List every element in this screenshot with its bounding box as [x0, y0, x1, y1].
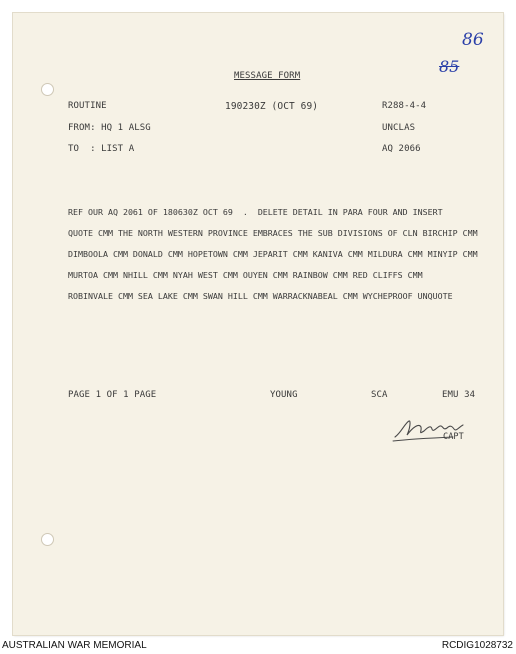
- date-time-group: 190230Z (OCT 69): [225, 101, 319, 112]
- classification-field: UNCLAS: [382, 123, 416, 133]
- message-body-line: DIMBOOLA CMM DONALD CMM HOPETOWN CMM JEPARIT CMM KANIVA CMM MILDURA CMM MINYIP CMM: [68, 249, 478, 259]
- signature-rank: CAPT: [443, 432, 464, 442]
- form-title: MESSAGE FORM: [234, 71, 301, 81]
- message-body-line: MURTOA CMM NHILL CMM NYAH WEST CMM OUYEN CMM RAINBOW CMM RED CLIFFS CMM: [68, 270, 423, 280]
- message-body-line: QUOTE CMM THE NORTH WESTERN PROVINCE EMBRACES THE SUB DIVISIONS OF CLN BIRCHIP CMM: [68, 228, 478, 238]
- originator-name: YOUNG: [270, 390, 298, 400]
- handwritten-struck-page-number: 85: [439, 57, 460, 76]
- originator-appointment: SCA: [371, 390, 388, 400]
- message-body-line: ROBINVALE CMM SEA LAKE CMM SWAN HILL CMM WARRACKNABEAL CMM WYCHEPROOF UNQUOTE: [68, 291, 453, 301]
- to-field: TO : LIST A: [68, 144, 135, 154]
- precedence-field: ROUTINE: [68, 101, 107, 111]
- file-reference: R288-4-4: [382, 101, 427, 111]
- punch-hole: [41, 83, 54, 96]
- handwritten-page-number: 86: [462, 30, 484, 50]
- punch-hole: [41, 533, 54, 546]
- page-count: PAGE 1 OF 1 PAGE: [68, 390, 157, 400]
- telephone-extension: EMU 34: [442, 390, 476, 400]
- archive-footer: [0, 638, 516, 654]
- from-field: FROM: HQ 1 ALSG: [68, 123, 151, 133]
- message-body-line: REF OUR AQ 2061 OF 180630Z OCT 69 . DELETE DETAIL IN PARA FOUR AND INSERT: [68, 207, 443, 217]
- message-form-sheet: [13, 13, 503, 635]
- message-number: AQ 2066: [382, 144, 421, 154]
- archive-reference: RCDIG1028732: [441, 640, 513, 651]
- archive-institution: AUSTRALIAN WAR MEMORIAL: [2, 640, 147, 651]
